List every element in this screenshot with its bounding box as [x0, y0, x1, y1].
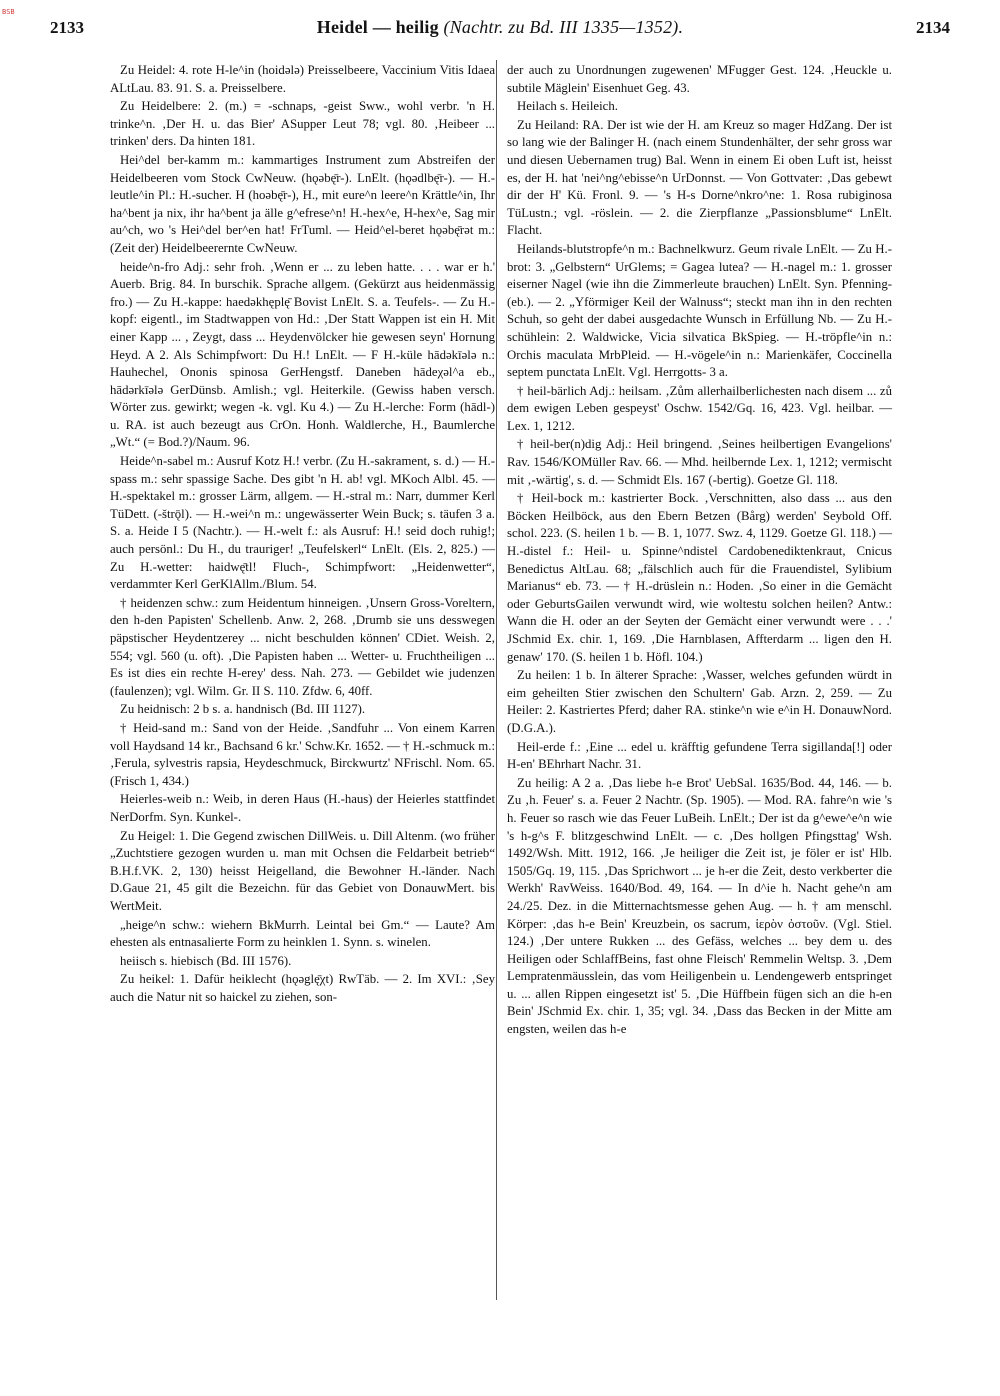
- entry-paragraph: heide^n-fro Adj.: sehr froh. ‚Wenn er ... zu leben hatte. . . . war er h.' Auerb. Brig. 84. In burschik. Sprache allgem. (Gekürzt aus heidenmässig fro.) — Zu H.-kappe: haedəkhęplę̄ Bovist LnElt. S. a. Teufels-. — Zu H.-kopf: eigentl., im Stadtwappen von Hd.: ‚Der Statt Wappen ist ein H. Mit einer Kapp ... , Zeygt, dass ... Heydenvölcker hie gewesen seyn' Hornung Heyd. A 2. Als Schimpfwort: Du H.! LnElt. — F H.-küle hādəkīələ n.: Hauhechel, Ononis spinosa GerHengstf. Daneben hādeχəl^a eb., hādərkīələ GerDünsb. Amlish.; vgl. Heiterkile. (Gewiss haben versch. Wörter zus. gewirkt; wegen -k. vgl. Ku 4.) — Zu H.-lerche: Form (hādl-) u. RA. ist auch bezeugt aus CrOn. Honh. Waldlerche, H., Baumlerche „Wt.“ (= Bod.?)/Naum. 96.: [110, 259, 495, 450]
- entry-paragraph: † heil-ber(n)dig Adj.: Heil bringend. ‚Seines heilbertigen Evangelions' Rav. 1546/KOMüller Rav. 66. — Mhd. heilbernde Lex. 1, 1212; vermischt mit ‚-wärtig', s. d. — Schmidt Els. 167 (-bertig). Goetze Gl. 118.: [507, 437, 892, 487]
- page-header: [50, 10, 950, 38]
- entry-paragraph: † Heid-sand m.: Sand von der Heide. ‚Sandfuhr ... Von einem Karren voll Haydsand 14 kr., Bachsand 6 kr.' Schw.Kr. 1652. — † H.-schmuck m.: ‚Ferula, sylvestris rapsia, Heydeschmuck, Birckwurtz' NFrischl. Nom. 65. (Frisch 1, 434.): [110, 720, 495, 788]
- page-number-left: 2133: [50, 18, 84, 37]
- entry-paragraph: Heilands-blutstropfe^n m.: Bachnelkwurz. Geum rivale LnElt. — Zu H.-brot: 3. „Gelbstern“ UrGlems; = Gagea lutea? — H.-nagel m.: 1. grosser eiserner Nagel (wie ihn die Zimmerleute brauchen) LnElt. Syn. Pfenning- (eb.). — 2. „Yförmiger Keil der Walnuss“; steckt man ihn in den rechten Schuh, so geht der dabei ausgedachte Wunsch in Erfüllung Nb. — Zu H.-schühlein: 2. Waldwicke, Vicia silvatica BkSpieg. — H.-tröpfle^in n.: Orchis maculata MrbPleid. — H.-vögele^in n.: Marienkäfer, Coccinella septem punctata LnElt. Vgl. Herrgotts- 3 a.: [507, 241, 892, 380]
- entry-paragraph: Zu heilen: 1 b. In älterer Sprache: ‚Wasser, welches gefunden würdt in eim geheilten Stier zwischen den Schultern' Gab. Arzn. 2, 259. — Zu Heiler: 2. Kastriertes Pferd; daher RA. stinke^n wie e^in H. DonauwNord. (D.G.A.).: [507, 668, 892, 735]
- entry-paragraph: Heil-erde f.: ‚Eine ... edel u. kräfftig gefundene Terra sigillanda[!] oder H-en' BEhrhart Nachr. 31.: [507, 739, 892, 772]
- left-column: [110, 62, 495, 1007]
- running-head-text: Heidel — heilig: [316, 17, 439, 37]
- entry-paragraph: † Heil-bock m.: kastrierter Bock. ‚Verschnitten, also dass ... aus den Böcken Heilböck, aus den Ebern Betzen (Bårg) werden' Seybold Off. schol. 223. (S. heilen 1 b. — B. 1, 1077. Swz. 4, 1129. Goetze Gl. 118.) — H.-distel f.: Heil- u. Spinne^ndistel Cardobenediktenkraut, Cnicus Benedictus AltLau. 68; „fälschlich auch für die Frauendistel, Sylibium Marianus“ eb. 73. — † H.-drüslein n.: Hoden. ‚So einer in die Gemächt oder GeburtsGailen verwundt wird, wie woltestu solchen heilen? Antw.: Wann die H. oder an der Seyten der Gemächt einer verwundt were . . .' JSchmid Ex. chir. 1, 169. ‚Die Harnblasen, Affterdarm ... ligen den H. genaw' 170. (S. heilen 1 b. Höfl. 104.): [507, 491, 892, 664]
- entry-paragraph: † heil-bärlich Adj.: heilsam. ‚Zům allerhailberlichesten nach disem ... zů dem ewigen Leben gespeyst' Oschw. 1542/Gq. 16, 423. Vgl. heilbar. — Lex. 1, 1212.: [507, 383, 892, 433]
- entry-paragraph: Zu Heigel: 1. Die Gegend zwischen DillWeis. u. Dill Altenm. (wo früher „Zuchtstiere gezogen wurden u. man mit Ochsen die Feldarbeit betrieb“ B.H.f.VK. 2, 130) heisst Heigelland, die Bewohner H.-länder. Nach D.Gaue 21, 45 gilt die Bezeichn. für das Gebiet von DonauwMert. bis WertMeit.: [110, 828, 495, 913]
- entry-paragraph: Zu Heiland: RA. Der ist wie der H. am Kreuz so mager HdZang. Der ist so lang wie der Balinger H. (nach einem Stundenhälter, der sehr gross war und diesen Uebernamen trug) Bal. Wenn in einem Ei oben Luft ist, heisst es, der H. hat 'nei^ng^ebisse^n UrDonnst. — Von Gottvater: ‚Das gebewt dir der H' Kü. Fronl. 9. — 's H-s Dorne^nkro^ne: 1. Rosa rubiginosa TüLustn.; vgl. -röslein. — 2. die Zierpflanze „Passionsblume“ LnElt. Flacht.: [507, 117, 892, 238]
- entry-paragraph: Hei^del ber-kamm m.: kammartiges Instrument zum Abstreifen der Heidelbeeren vom Stock CwNeuw. (hǫəbę̄r-). LnElt. (hǫədlbę̄r-). — H.-leutle^in Pl.: H.-sucher. H (hoəbę̄r-), H., mit eure^n leere^n Krättle^in, Ihr ha^bent ja nix, ihr ha^bent ja älle g^efrese^n! H.-hex^e, H-hex^e, Sag mir au^ch, wo 's Hei^del ber^en hat! FrTuml. — Heid^el-beret hǫəbę̄rət m.: (Zeit der) Heidelbeerernte CwNeuw.: [110, 152, 495, 255]
- entry-paragraph: † heidenzen schw.: zum Heidentum hinneigen. ‚Unsern Gross-Voreltern, den h-den Papisten' Schellenb. Anw. 2, 268. ‚Drumb sie uns desswegen päpstischer Heydentzerey ... nicht beschulden können' CDiet. Weish. 2, 554; vgl. 560 (u. oft). ‚Die Papisten haben ... Wetter- u. Fruchtheiligen ... Es ist dies ein rechte H-erey' dess. Nah. 273. — Gebildet wie judenzen (faulenzen); vgl. Wilm. Gr. II S. 110. Zfdw. 6, 40ff.: [110, 595, 495, 698]
- entry-paragraph: „heige^n schw.: wiehern BkMurrh. Leintal bei Gm.“ — Laute? Am ehesten als entnasalierte Form zu heinklen 1. Synn. s. winelen.: [110, 917, 495, 950]
- entry-paragraph: Heide^n-sabel m.: Ausruf Kotz H.! verbr. (Zu H.-sakrament, s. d.) — H.-spass m.: sehr spassige Sache. Des gibt 'n H. ab! vgl. MKoch Albl. 45. — H.-spektakel m.: grosser Lärm, allgem. — H.-stral m.: Narr, dummer Kerl TüDett. (-štrǭl). — H.-wei^n m.: ungewässerter Wein Buck; s. täufen 3 a. S. a. Heide I 5 (Nachtr.). — H.-welt f.: als Ausruf: H.! seid doch ruhig!; auch persönl.: Du H., du trauriger! „Teufelskerl“ LnElt. (Els. 2, 825.) — Zu H.-wetter: haidwę̄tl! Fluch-, Schimpfwort: „Heidenwetter“, verdammter Kerl GerKlAllm./Blum. 54.: [110, 454, 495, 592]
- entry-paragraph: Heilach s. Heileich.: [517, 99, 618, 114]
- page-number-right: 2134: [916, 18, 950, 37]
- entry-paragraph: der auch zu Unordnungen zugewenen' MFugger Gest. 124. ‚Heuckle u. subtile Mäglein' Eisenhuet Geg. 43.: [507, 63, 892, 95]
- right-column: [507, 62, 892, 1040]
- running-head: [50, 17, 950, 38]
- entry-paragraph: Zu heilig: A 2 a. ‚Das liebe h-e Brot' UebSal. 1635/Bod. 44, 146. — b. Zu ‚h. Feuer' s. a. Feuer 2 Nachtr. (Sp. 1905). — Mod. RA. fahre^n wie 's h. Feuer so rasch wie das Feuer LuBeih. LnElt.; Der ist da g^ewe^e^n wie 's h-g^s F. blitzgeschwind LnElt. — c. ‚Des hollgen Pfingsttag' Wsh. 1492/Wsh. Mitt. 1912, 166. ‚Je heiliger die Zeit ist, je föler er ist' Hlb. 1505/Gq. 19, 115. ‚Das Sprichwort ... je h-er die Zeit, desto verkberter die Werkh' RavWeiss. 1640/Bod. 49, 164. — In d^ie h. Nacht gehe^n am 24./25. Dez. in die Mitternachtsmesse gehen Aug. — h. † am menschl. Körper: ‚das h-e Bein' Kreuzbein, os sacrum, ἱερὸν ὀστοῦν. (Vgl. Stiel. 124.) ‚Der untere Rukken ... des Gefäss, welches ... bey dem u. des Heiligen oder SchlaffBeins, fast ohne Fleisch' Remmelin Weltsp. 3. ‚Dem Lempratenmäusslein, das vom Heiligenbein u. Lendengewerb entspringet u. ... allen Rippen eingesetzt ist' 5. ‚Die Hüffbein fügen sich an die h-en Bein' JSchmid Ex. chir. 1, 35; vgl. 34. ‚Dass das Becken in der Mitte am engsten, weilen das h-e: [507, 775, 892, 1037]
- entry-paragraph: Heierles-weib n.: Weib, in deren Haus (H.-haus) der Heierles stattfindet NerDorfm. Syn. Kunkel-.: [110, 792, 495, 824]
- running-head-italic: (Nachtr. zu Bd. III 1335—1352).: [443, 17, 684, 37]
- library-watermark: BSB: [2, 8, 15, 16]
- entry-paragraph: Zu heikel: 1. Dafür heiklecht (hǫəglę̄χt) RwTäb. — 2. Im XVI.: ‚Sey auch die Natur nit so haickel zu ziehen, son-: [110, 972, 495, 1004]
- entry-paragraph: Zu Heidelbere: 2. (m.) = -schnaps, -geist Sww., wohl verbr. 'n H. trinke^n. ‚Der H. u. das Bier' ASupper Leut 78; vgl. 80. ‚Heibeer ... trinken' ders. Da hinten 181.: [110, 99, 495, 149]
- entry-paragraph: heiisch s. hiebisch (Bd. III 1576).: [120, 953, 292, 968]
- entry-paragraph: Zu heidnisch: 2 b s. a. handnisch (Bd. III 1127).: [120, 702, 366, 717]
- entry-paragraph: Zu Heidel: 4. rote H-le^in (hoidəlә) Preisselbeere, Vaccinium Vitis Idaea ALtLau. 83. 91. S. a. Preisselbere.: [110, 63, 495, 95]
- column-divider: [496, 60, 497, 1300]
